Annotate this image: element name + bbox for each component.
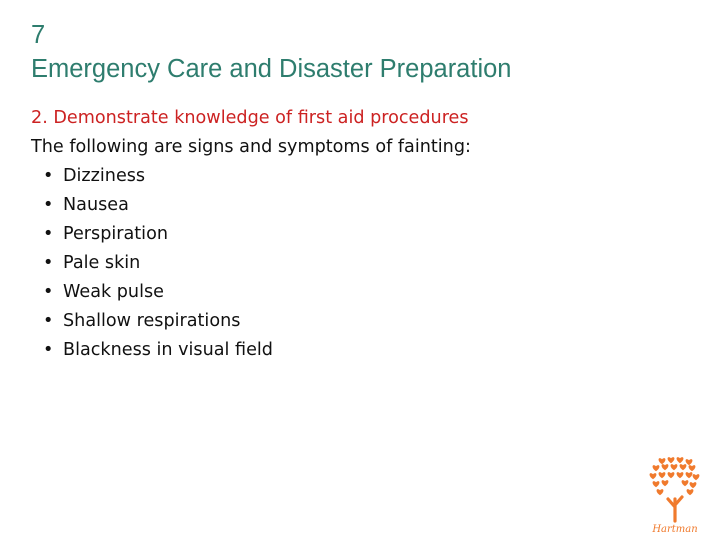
logo-heart: [687, 489, 694, 495]
logo-heart: [668, 472, 675, 478]
symptom-label: Shallow respirations: [63, 311, 241, 331]
heart-tree-icon: [640, 455, 710, 535]
symptom-item: [31, 249, 471, 278]
logo-heart: [668, 457, 675, 463]
slide-content: [31, 104, 471, 365]
logo-heart: [677, 472, 684, 478]
logo-heart: [659, 472, 666, 478]
logo-heart: [693, 474, 700, 480]
logo-heart: [682, 480, 689, 486]
bullet-icon: •: [43, 340, 54, 360]
logo-heart: [662, 480, 669, 486]
bullet-icon: •: [43, 253, 54, 273]
symptom-label: Nausea: [63, 195, 129, 215]
symptom-label: Dizziness: [63, 166, 146, 186]
intro-text: The following are signs and symptoms of fainting:: [31, 137, 471, 157]
symptom-label: Weak pulse: [63, 282, 164, 302]
logo-heart: [686, 459, 693, 465]
symptom-item: [31, 162, 471, 191]
logo-heart: [650, 473, 657, 479]
learning-objective: 2. Demonstrate knowledge of first aid procedures: [31, 108, 469, 128]
symptom-label: Pale skin: [63, 253, 141, 273]
bullet-icon: •: [43, 282, 54, 302]
logo-text: Hartman: [652, 524, 698, 535]
hartman-logo: [640, 455, 710, 535]
chapter-number: 7: [31, 21, 46, 49]
bullet-icon: •: [43, 224, 54, 244]
symptom-list: [31, 162, 471, 365]
bullet-icon: •: [43, 195, 54, 215]
logo-heart: [662, 464, 669, 470]
logo-heart: [659, 458, 666, 464]
chapter-name: Emergency Care and Disaster Preparation: [31, 55, 512, 83]
logo-heart: [657, 489, 664, 495]
logo-heart: [653, 481, 660, 487]
symptom-item: [31, 191, 471, 220]
symptom-label: Perspiration: [63, 224, 168, 244]
symptom-item: [31, 278, 471, 307]
symptom-item: [31, 220, 471, 249]
symptom-item: [31, 307, 471, 336]
logo-heart: [680, 464, 687, 470]
logo-heart: [671, 464, 678, 470]
logo-heart: [677, 457, 684, 463]
symptom-item: [31, 336, 471, 365]
bullet-icon: •: [43, 311, 54, 331]
slide-title: [31, 18, 511, 86]
logo-heart: [689, 465, 696, 471]
symptom-label: Blackness in visual field: [63, 340, 273, 360]
logo-heart: [686, 472, 693, 478]
logo-heart: [690, 482, 697, 488]
bullet-icon: •: [43, 166, 54, 186]
logo-heart: [653, 465, 660, 471]
